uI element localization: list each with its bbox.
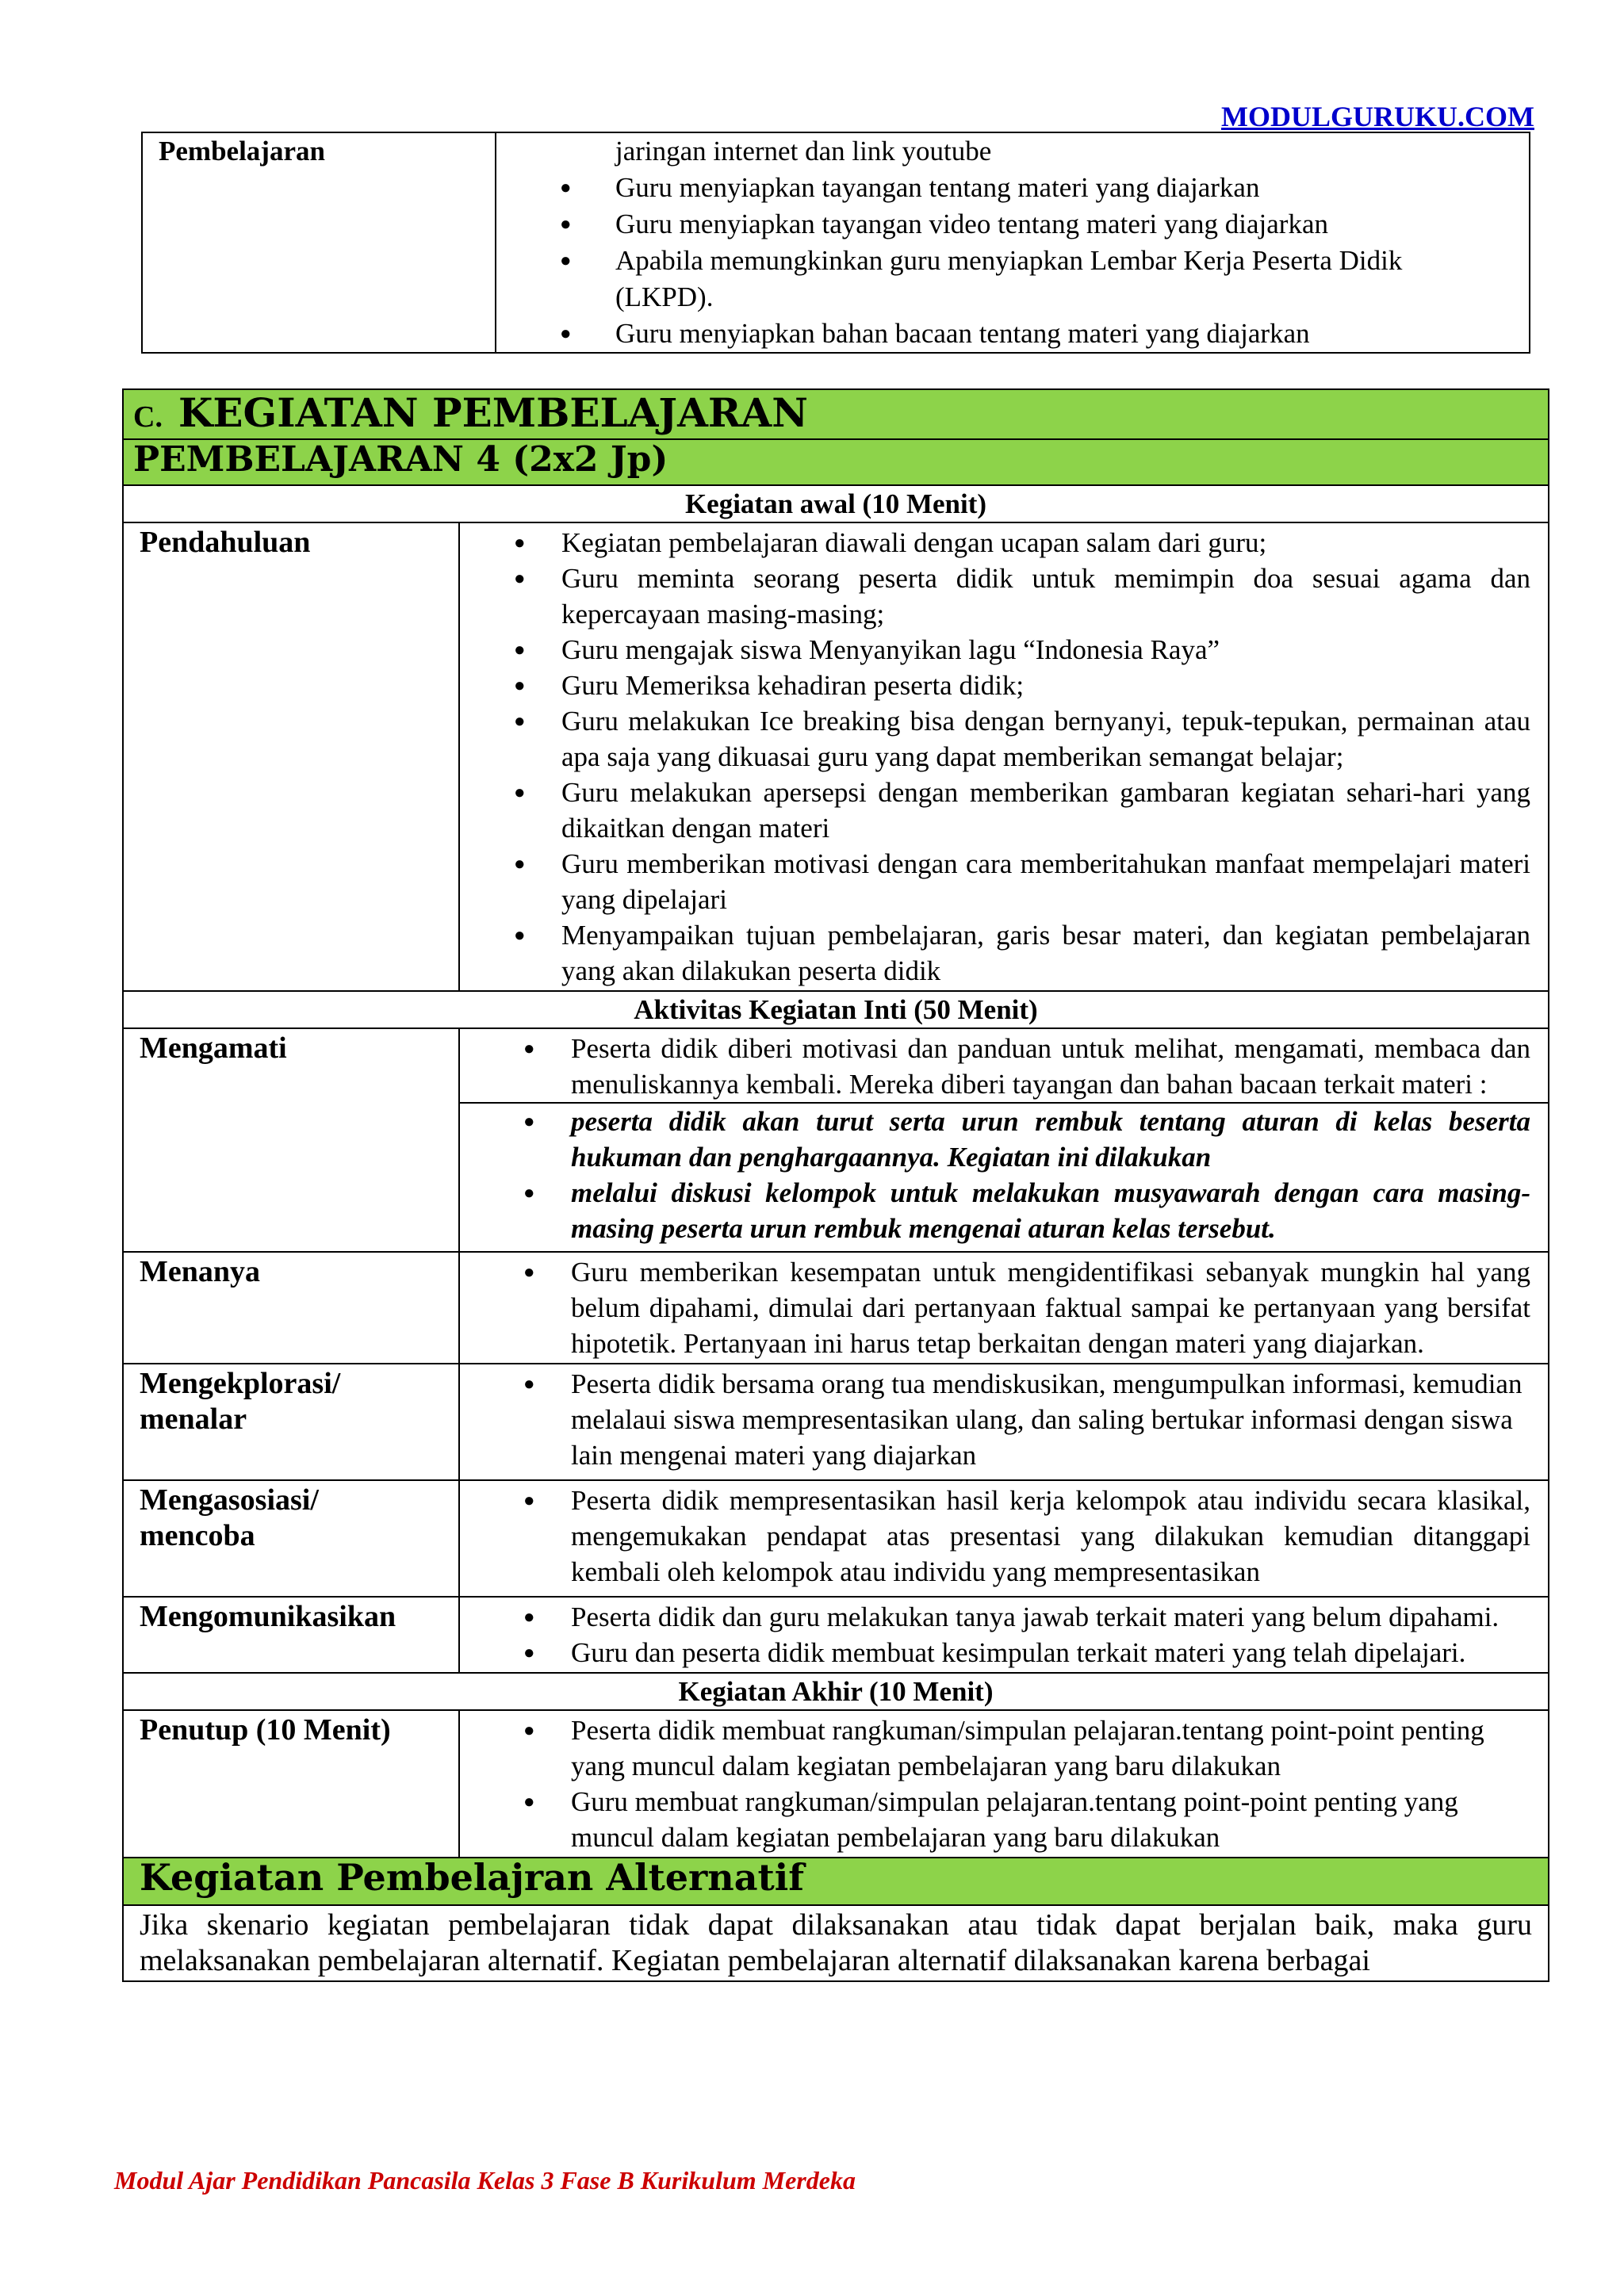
mengasosiasi-label xyxy=(123,1480,459,1597)
section-letter: C. xyxy=(133,400,163,434)
list-item: ● Peserta didik membuat rangkuman/simpulan pelajaran.tentang point-point penting yang muncul dalam kegiatan pembelajaran yang baru dilakukan xyxy=(571,1712,1530,1784)
bullet-icon: ● xyxy=(560,251,572,271)
penutup-label: Penutup (10 Menit) xyxy=(123,1710,459,1858)
list-item: ● Guru dan peserta didik membuat kesimpulan terkait materi yang telah dipelajari. xyxy=(571,1635,1530,1670)
list-item: ● Guru mengajak siswa Menyanyikan lagu “Indonesia Raya” xyxy=(561,632,1530,668)
mengeksplorasi-label-line2: menalar xyxy=(140,1402,247,1436)
bullet-icon: ● xyxy=(523,1490,535,1511)
list-item: ● Guru melakukan Ice breaking bisa dengan bernyanyi, tepuk-tepukan, permainan atau apa saja yang dikuasai guru yang dapat memberikan semangat belajar; xyxy=(561,703,1530,775)
bullet-icon: ● xyxy=(560,178,572,198)
mengeksplorasi-list xyxy=(460,1366,1530,1478)
footer-text: Modul Ajar Pendidikan Pancasila Kelas 3 Fase B Kurikulum Merdeka xyxy=(114,2166,856,2195)
list-item: ● melalui diskusi kelompok untuk melakukan musyawarah dengan cara masing-masing peserta urun rembuk mengenai aturan kelas tersebut. xyxy=(571,1175,1530,1246)
mengomunikasikan-content xyxy=(459,1597,1549,1673)
list-item: ● Guru memberikan motivasi dengan cara memberitahukan manfaat mempelajari materi yang dipelajari xyxy=(561,846,1530,917)
list-item: ● Apabila memungkinkan guru menyiapkan Lembar Kerja Peserta Didik (LKPD). xyxy=(615,243,1497,316)
list-item: ● Guru menyiapkan tayangan tentang materi yang diajarkan xyxy=(615,170,1497,206)
list-item: ● Guru membuat rangkuman/simpulan pelajaran.tentang point-point penting yang muncul dalam kegiatan pembelajaran yang baru dilakukan xyxy=(571,1784,1530,1855)
mengamati-italic-list xyxy=(460,1104,1548,1249)
bullet-icon: ● xyxy=(523,1720,535,1741)
list-item: ● Guru menyiapkan tayangan video tentang materi yang diajarkan xyxy=(615,206,1497,243)
bullet-icon: ● xyxy=(514,533,526,553)
kegiatan-table xyxy=(122,388,1549,1982)
list-item: ● Menyampaikan tujuan pembelajaran, garis besar materi, dan kegiatan pembelajaran yang akan dilakukan peserta didik xyxy=(561,917,1530,989)
list-item: ● Guru Memeriksa kehadiran peserta didik; xyxy=(561,668,1530,703)
menanya-list xyxy=(460,1254,1530,1361)
mengasosiasi-label-line2: mencoba xyxy=(140,1519,255,1552)
menanya-content xyxy=(459,1252,1549,1364)
site-link[interactable]: MODULGURUKU.COM xyxy=(1221,101,1534,132)
bullet-icon: ● xyxy=(514,854,526,874)
list-item: ● Guru melakukan apersepsi dengan memberikan gambaran kegiatan sehari-hari yang dikaitkan dengan materi xyxy=(561,775,1530,846)
menanya-label: Menanya xyxy=(123,1252,459,1364)
list-item: ● Guru memberikan kesempatan untuk mengidentifikasi sebanyak mungkin hal yang belum dipahami, dimulai dari pertanyaan faktual sampai ke pertanyaan yang bersifat hipotetik. Pertanyaan ini harus tetap berkaitan dengan materi yang diajarkan. xyxy=(571,1254,1530,1361)
top-table-label: Pembelajaran xyxy=(142,132,496,353)
bullet-icon: ● xyxy=(523,1374,535,1395)
list-item: ● Guru meminta seorang peserta didik untuk memimpin doa sesuai agama dan kepercayaan masing-masing; xyxy=(561,561,1530,632)
bullet-icon: ● xyxy=(514,783,526,803)
bullet-icon: ● xyxy=(523,1183,535,1203)
section-title xyxy=(123,389,1549,439)
top-table-continuation: jaringan internet dan link youtube xyxy=(615,136,992,166)
alternatif-heading: Kegiatan Pembelajran Alternatif xyxy=(123,1858,1549,1905)
kegiatan-inti-heading: Aktivitas Kegiatan Inti (50 Menit) xyxy=(123,991,1549,1028)
mengeksplorasi-label xyxy=(123,1364,459,1480)
bullet-icon: ● xyxy=(523,1039,535,1059)
bullet-icon: ● xyxy=(523,1607,535,1628)
bullet-icon: ● xyxy=(523,1262,535,1283)
section-title-text: KEGIATAN PEMBELAJARAN xyxy=(178,389,808,436)
section-subtitle: PEMBELAJARAN 4 (2x2 Jp) xyxy=(123,439,1549,485)
mengeksplorasi-label-line1: Mengekplorasi/ xyxy=(140,1367,341,1400)
mengamati-content xyxy=(459,1028,1549,1252)
pendahuluan-label: Pendahuluan xyxy=(123,522,459,991)
list-item: ● Peserta didik bersama orang tua mendiskusikan, mengumpulkan informasi, kemudian melalaui siswa mempresentasikan ulang, dan saling bertukar informasi dengan siswa lain mengenai materi yang diajarkan xyxy=(571,1366,1530,1473)
bullet-icon: ● xyxy=(523,1792,535,1812)
mengamati-label: Mengamati xyxy=(123,1028,459,1252)
bullet-icon: ● xyxy=(514,640,526,660)
pendahuluan-list xyxy=(460,525,1530,989)
list-item: ● Peserta didik diberi motivasi dan panduan untuk melihat, mengamati, membaca dan menuliskannya kembali. Mereka diberi tayangan dan bahan bacaan terkait materi : xyxy=(571,1031,1530,1102)
bullet-icon: ● xyxy=(514,675,526,696)
mengomunikasikan-list xyxy=(460,1599,1530,1670)
bullet-icon: ● xyxy=(560,323,572,344)
bullet-icon: ● xyxy=(514,711,526,732)
mengasosiasi-content xyxy=(459,1480,1549,1597)
list-item: ● Peserta didik mempresentasikan hasil kerja kelompok atau individu secara klasikal, mengemukakan pendapat atas presentasi yang dilakukan kemudian ditanggapi kembali oleh kelompok atau individu yang mempresentasikan xyxy=(571,1483,1530,1590)
bullet-icon: ● xyxy=(514,925,526,946)
kegiatan-akhir-heading xyxy=(123,1673,1549,1710)
top-table xyxy=(141,132,1530,354)
mengeksplorasi-content xyxy=(459,1364,1549,1480)
bullet-icon: ● xyxy=(523,1112,535,1132)
pendahuluan-content xyxy=(459,522,1549,991)
list-item: ● Kegiatan pembelajaran diawali dengan ucapan salam dari guru; xyxy=(561,525,1530,561)
penutup-content xyxy=(459,1710,1549,1858)
kegiatan-akhir-heading-bold: Kegiatan Akhir xyxy=(678,1676,863,1707)
kegiatan-awal-heading: Kegiatan awal (10 Menit) xyxy=(123,485,1549,522)
top-table-content xyxy=(496,132,1530,353)
mengomunikasikan-label: Mengomunikasikan xyxy=(123,1597,459,1673)
top-table-list xyxy=(496,170,1497,352)
bullet-icon: ● xyxy=(560,214,572,235)
mengasosiasi-list xyxy=(460,1483,1530,1594)
bullet-icon: ● xyxy=(514,568,526,589)
alternatif-body: Jika skenario kegiatan pembelajaran tidak dapat dilaksanakan atau tidak dapat berjalan baik, maka guru melaksanakan pembelajaran alternatif. Kegiatan pembelajaran alternatif dilaksanakan karena berbagai xyxy=(123,1905,1549,1981)
mengasosiasi-label-line1: Mengasosiasi/ xyxy=(140,1483,319,1517)
bullet-icon: ● xyxy=(523,1643,535,1663)
penutup-list xyxy=(460,1712,1530,1855)
mengamati-list xyxy=(460,1031,1548,1102)
list-item: ● Guru menyiapkan bahan bacaan tentang materi yang diajarkan xyxy=(615,316,1497,352)
list-item: ● peserta didik akan turut serta urun rembuk tentang aturan di kelas beserta hukuman dan penghargaannya. Kegiatan ini dilakukan xyxy=(571,1104,1530,1175)
kegiatan-akhir-heading-rest: (10 Menit) xyxy=(862,1676,994,1707)
list-item: ● Peserta didik dan guru melakukan tanya jawab terkait materi yang belum dipahami. xyxy=(571,1599,1530,1635)
